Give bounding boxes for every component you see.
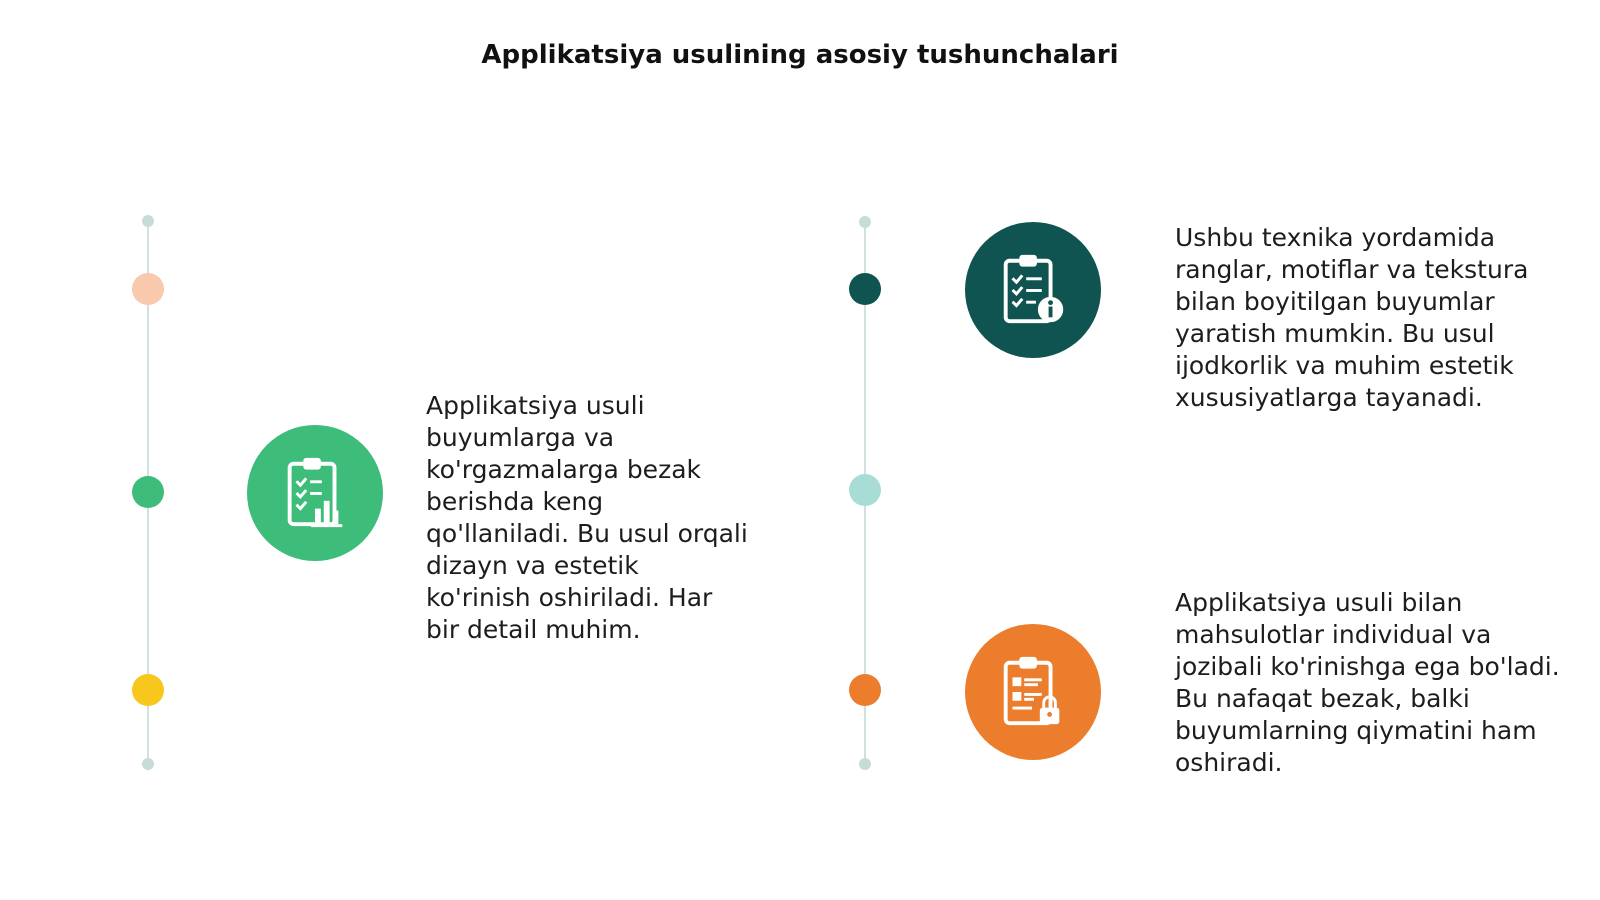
- card-1-icon-circle: [247, 425, 383, 561]
- clipboard-chart-icon: [276, 454, 354, 532]
- card-3-text: Applikatsiya usuli bilan mahsulotlar individual va jozibali ko'rinishga ega bo'ladi. Bu nafaqat bezak, balki buyumlarning qiymatini ham oshiradi.: [1175, 588, 1560, 777]
- right-timeline-end-dot: [859, 758, 871, 770]
- left-timeline-dot-peach: [132, 273, 164, 305]
- right-timeline-start-dot: [859, 216, 871, 228]
- left-timeline-dot-green: [132, 476, 164, 508]
- left-timeline-end-dot: [142, 758, 154, 770]
- page-title: Applikatsiya usulining asosiy tushunchalari: [481, 40, 1119, 70]
- card-2-icon-circle: [965, 222, 1101, 358]
- right-timeline-dot-mint: [849, 474, 881, 506]
- card-2-text: Ushbu texnika yordamida ranglar, motiflar va tekstura bilan boyitilgan buyumlar yaratish mumkin. Bu usul ijodkorlik va muhim estetik xususiyatlarga tayanadi.: [1175, 223, 1529, 412]
- right-timeline-dot-teal: [849, 273, 881, 305]
- card-1-text: Applikatsiya usuli buyumlarga va ko'rgazmalarga bezak berishda keng qo'llaniladi. Bu usul orqali dizayn va estetik ko'rinish oshiriladi. Har bir detail muhim.: [426, 391, 748, 644]
- card-3-icon-circle: [965, 624, 1101, 760]
- right-timeline-dot-orange: [849, 674, 881, 706]
- left-timeline-dot-yellow: [132, 674, 164, 706]
- clipboard-lock-icon: [994, 653, 1072, 731]
- left-timeline-start-dot: [142, 215, 154, 227]
- clipboard-info-icon: [994, 251, 1072, 329]
